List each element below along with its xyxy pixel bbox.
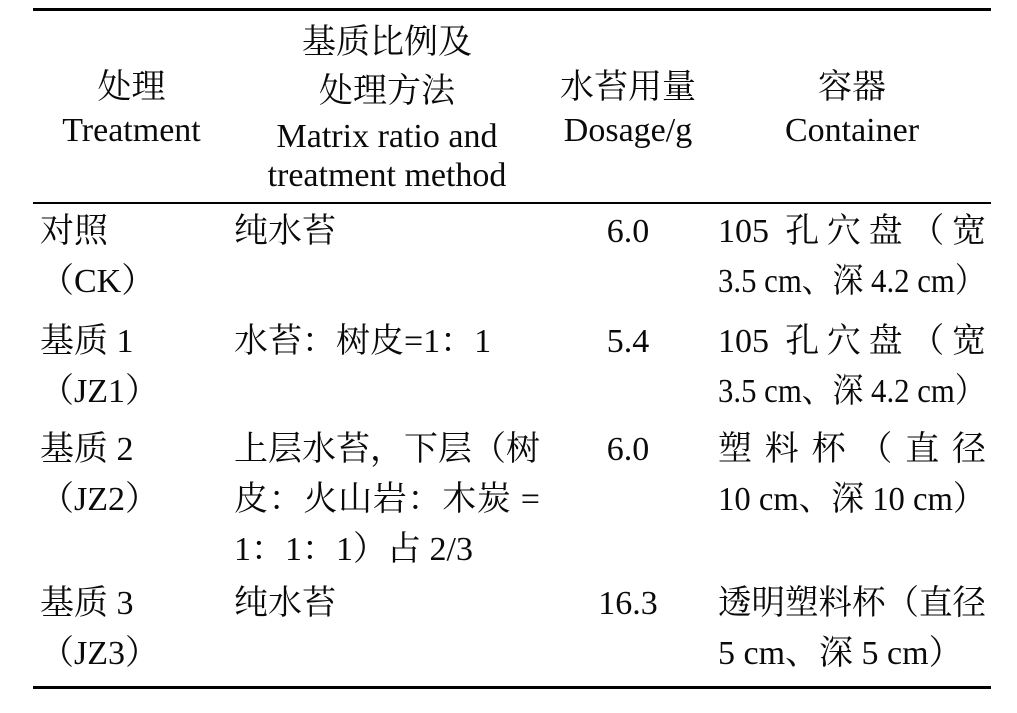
treatment-code: （JZ2） [40,481,159,518]
dosage-value: 5.4 [606,323,650,360]
table-bottom-rule [33,686,991,689]
table-top-rule [33,8,991,11]
cell-dosage [556,425,700,475]
cell-treatment [40,579,223,679]
cell-dosage [556,579,700,629]
cell-container [718,207,986,307]
header-dosage-en: Dosage/g [563,112,693,149]
container-text: 塑料杯（直径 [718,431,986,468]
cell-matrix [234,317,540,367]
dosage-value: 6.0 [606,431,650,468]
table-row [0,317,1017,425]
cell-treatment [40,425,223,525]
matrix-text: 纯水苔 [234,213,336,250]
header-matrix-en-line1: Matrix ratio and [276,118,498,155]
header-dosage-zh: 水苔用量 [560,69,696,106]
matrix-text: 上层水苔，下层（树 [234,431,540,468]
header-matrix-zh-line2: 处理方法 [319,73,455,110]
matrix-text: 纯水苔 [234,585,336,622]
cell-container [718,425,986,525]
table-header-rule [33,202,991,204]
dosage-value: 6.0 [606,213,650,250]
cell-matrix [234,579,540,629]
container-text: 105 孔穴盘（宽 [718,213,986,250]
container-text: 105 孔穴盘（宽 [718,323,986,360]
treatment-name: 基质 1 [40,323,134,360]
treatment-name: 基质 3 [40,585,134,622]
header-container-zh: 容器 [818,69,886,106]
matrix-text: 1：1：1）占 2/3 [234,531,473,568]
cell-container [718,317,986,417]
matrix-text: 水苔：树皮=1：1 [234,323,492,360]
header-matrix-en-line2: treatment method [267,157,507,194]
cell-treatment [40,317,223,417]
cell-matrix [234,425,540,575]
table-row [0,207,1017,317]
treatment-name: 对照 [40,213,108,250]
container-text: 5 cm、深 5 cm） [718,635,963,672]
cell-dosage [556,317,700,367]
dosage-value: 16.3 [598,585,658,622]
cell-treatment [40,207,223,307]
treatment-code: （CK） [40,263,156,300]
cell-container [718,579,986,679]
table-row [0,425,1017,579]
cell-matrix [234,207,540,257]
header-treatment-en: Treatment [62,112,201,149]
treatment-code: （JZ3） [40,635,159,672]
treatment-code: （JZ1） [40,373,159,410]
treatment-name: 基质 2 [40,431,134,468]
container-text: 10 cm、深 10 cm） [718,481,986,518]
header-container-en: Container [784,112,920,149]
cell-dosage [556,207,700,257]
container-text: 透明塑料杯（直径 [718,585,986,622]
container-text: 3.5 cm、深 4.2 cm） [718,263,986,300]
container-text: 3.5 cm、深 4.2 cm） [718,373,986,410]
matrix-text: 皮：火山岩：木炭 = [234,481,540,518]
header-treatment-zh: 处理 [97,69,166,106]
table-row [0,579,1017,686]
header-matrix-zh-line1: 基质比例及 [302,24,472,61]
